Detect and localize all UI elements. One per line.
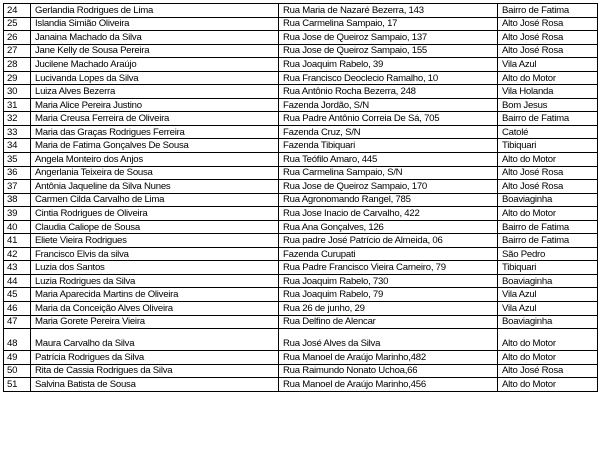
- person-name: Maria Aparecida Martins de Oliveira: [31, 288, 279, 302]
- neighborhood-cell: Vila Azul: [498, 302, 598, 316]
- table-row: [4, 85, 598, 99]
- address-cell: Rua Antônio Rocha Bezerra, 248: [279, 85, 498, 99]
- table-row: [4, 139, 598, 153]
- neighborhood-cell: Boaviaginha: [498, 315, 598, 329]
- address-cell: Rua Ana Gonçalves, 126: [279, 220, 498, 234]
- address-cell: Rua Jose de Queiroz Sampaio, 170: [279, 180, 498, 194]
- address-cell: Rua Padre Francisco Vieira Carneiro, 79: [279, 261, 498, 275]
- table-row: [4, 112, 598, 126]
- neighborhood-cell: Boaviaginha: [498, 274, 598, 288]
- row-number: 31: [4, 98, 31, 112]
- row-number: 36: [4, 166, 31, 180]
- table-row: [4, 125, 598, 139]
- row-number: 26: [4, 31, 31, 45]
- neighborhood-cell: Tibiquari: [498, 261, 598, 275]
- neighborhood-cell: Catolé: [498, 125, 598, 139]
- person-name: Francisco Elvis da silva: [31, 247, 279, 261]
- person-name: Maria Gorete Pereira Vieira: [31, 315, 279, 329]
- row-number: 30: [4, 85, 31, 99]
- person-name: Maria da Conceição Alves Oliveira: [31, 302, 279, 316]
- person-name: Claudia Caliope de Sousa: [31, 220, 279, 234]
- table-row: [4, 17, 598, 31]
- person-name: Rita de Cassia Rodrigues da Silva: [31, 364, 279, 378]
- address-cell: Rua Manoel de Araújo Marinho,482: [279, 351, 498, 365]
- row-number: 32: [4, 112, 31, 126]
- neighborhood-cell: Vila Holanda: [498, 85, 598, 99]
- neighborhood-cell: Bairro de Fatima: [498, 112, 598, 126]
- table-row: [4, 193, 598, 207]
- person-name: Gerlandia Rodrigues de Lima: [31, 4, 279, 18]
- neighborhood-cell: Alto José Rosa: [498, 17, 598, 31]
- row-number: 37: [4, 180, 31, 194]
- address-cell: Rua Carmelina Sampaio, S/N: [279, 166, 498, 180]
- neighborhood-cell: Alto José Rosa: [498, 180, 598, 194]
- person-name: Angerlania Teixeira de Sousa: [31, 166, 279, 180]
- row-number: 38: [4, 193, 31, 207]
- neighborhood-cell: Tibiquari: [498, 139, 598, 153]
- person-name: Luzia dos Santos: [31, 261, 279, 275]
- address-cell: Rua padre José Patrício de Almeida, 06: [279, 234, 498, 248]
- address-cell: Rua Francisco Deoclecio Ramalho, 10: [279, 71, 498, 85]
- person-name: Maura Carvalho da Silva: [31, 329, 279, 351]
- document-page: [3, 3, 597, 392]
- address-cell: Rua Joaquim Rabelo, 79: [279, 288, 498, 302]
- table-row: [4, 98, 598, 112]
- person-name: Janaina Machado da Silva: [31, 31, 279, 45]
- table-row: [4, 274, 598, 288]
- address-cell: Rua Agronomando Rangel, 785: [279, 193, 498, 207]
- table-row: [4, 315, 598, 329]
- person-name: Cintia Rodrigues de Oliveira: [31, 207, 279, 221]
- address-cell: Rua Manoel de Araújo Marinho,456: [279, 378, 498, 392]
- address-cell: Rua Delfino de Alencar: [279, 315, 498, 329]
- person-name: Luiza Alves Bezerra: [31, 85, 279, 99]
- table-row: [4, 207, 598, 221]
- table-row: [4, 220, 598, 234]
- row-number: 47: [4, 315, 31, 329]
- row-number: 35: [4, 153, 31, 167]
- person-name: Maria Creusa Ferreira de Oliveira: [31, 112, 279, 126]
- neighborhood-cell: Alto do Motor: [498, 71, 598, 85]
- address-cell: Rua Joaquim Rabelo, 730: [279, 274, 498, 288]
- neighborhood-cell: Alto do Motor: [498, 351, 598, 365]
- address-cell: Rua Raimundo Nonato Uchoa,66: [279, 364, 498, 378]
- row-number: 44: [4, 274, 31, 288]
- row-number: 43: [4, 261, 31, 275]
- person-name: Salvina Batista de Sousa: [31, 378, 279, 392]
- address-cell: Rua José Alves da Silva: [279, 329, 498, 351]
- neighborhood-cell: Boaviaginha: [498, 193, 598, 207]
- table-row: [4, 4, 598, 18]
- neighborhood-cell: Vila Azul: [498, 58, 598, 72]
- neighborhood-cell: Vila Azul: [498, 288, 598, 302]
- address-cell: Rua Maria de Nazaré Bezerra, 143: [279, 4, 498, 18]
- address-cell: Fazenda Jordão, S/N: [279, 98, 498, 112]
- neighborhood-cell: Bairro de Fatima: [498, 220, 598, 234]
- address-cell: Rua Carmelina Sampaio, 17: [279, 17, 498, 31]
- neighborhood-cell: Bairro de Fatima: [498, 4, 598, 18]
- person-name: Jane Kelly de Sousa Pereira: [31, 44, 279, 58]
- row-number: 42: [4, 247, 31, 261]
- address-cell: Rua Jose de Queiroz Sampaio, 155: [279, 44, 498, 58]
- table-row: [4, 364, 598, 378]
- address-cell: Rua Teófilo Amaro, 445: [279, 153, 498, 167]
- person-name: Maria de Fatima Gonçalves De Sousa: [31, 139, 279, 153]
- row-number: 28: [4, 58, 31, 72]
- table-row: [4, 247, 598, 261]
- neighborhood-cell: Alto José Rosa: [498, 31, 598, 45]
- table-row: [4, 234, 598, 248]
- address-cell: Rua 26 de junho, 29: [279, 302, 498, 316]
- row-number: 45: [4, 288, 31, 302]
- table-body: [4, 4, 598, 392]
- neighborhood-cell: Alto José Rosa: [498, 166, 598, 180]
- person-name: Antônia Jaqueline da Silva Nunes: [31, 180, 279, 194]
- neighborhood-cell: Bairro de Fatima: [498, 234, 598, 248]
- neighborhood-cell: Alto do Motor: [498, 153, 598, 167]
- row-number: 25: [4, 17, 31, 31]
- person-name: Lucivanda Lopes da Silva: [31, 71, 279, 85]
- row-number: 48: [4, 329, 31, 351]
- neighborhood-cell: Alto José Rosa: [498, 364, 598, 378]
- row-number: 33: [4, 125, 31, 139]
- address-cell: Fazenda Cruz, S/N: [279, 125, 498, 139]
- person-name: Angela Monteiro dos Anjos: [31, 153, 279, 167]
- table-row: [4, 44, 598, 58]
- neighborhood-cell: Bom Jesus: [498, 98, 598, 112]
- table-row: [4, 288, 598, 302]
- row-number: 29: [4, 71, 31, 85]
- address-cell: Rua Jose Inacio de Carvalho, 422: [279, 207, 498, 221]
- table-row: [4, 31, 598, 45]
- row-number: 27: [4, 44, 31, 58]
- table-row: [4, 302, 598, 316]
- table-row: [4, 166, 598, 180]
- person-name: Luzia Rodrigues da Silva: [31, 274, 279, 288]
- beneficiary-table: [3, 3, 598, 392]
- address-cell: Rua Joaquim Rabelo, 39: [279, 58, 498, 72]
- address-cell: Rua Padre Antônio Correia De Sá, 705: [279, 112, 498, 126]
- table-row: [4, 261, 598, 275]
- person-name: Islandia Simião Oliveira: [31, 17, 279, 31]
- table-row: [4, 153, 598, 167]
- row-number: 40: [4, 220, 31, 234]
- table-row: [4, 378, 598, 392]
- person-name: Maria Alice Pereira Justino: [31, 98, 279, 112]
- neighborhood-cell: Alto do Motor: [498, 378, 598, 392]
- person-name: Maria das Graças Rodrigues Ferreira: [31, 125, 279, 139]
- table-row: [4, 180, 598, 194]
- person-name: Carmen Cilda Carvalho de Lima: [31, 193, 279, 207]
- table-row: [4, 329, 598, 351]
- neighborhood-cell: Alto do Motor: [498, 329, 598, 351]
- row-number: 39: [4, 207, 31, 221]
- table-row: [4, 58, 598, 72]
- neighborhood-cell: Alto José Rosa: [498, 44, 598, 58]
- table-row: [4, 351, 598, 365]
- address-cell: Rua Jose de Queiroz Sampaio, 137: [279, 31, 498, 45]
- row-number: 49: [4, 351, 31, 365]
- neighborhood-cell: Alto do Motor: [498, 207, 598, 221]
- person-name: Jucilene Machado Araújo: [31, 58, 279, 72]
- row-number: 46: [4, 302, 31, 316]
- address-cell: Fazenda Curupati: [279, 247, 498, 261]
- row-number: 24: [4, 4, 31, 18]
- person-name: Patrícia Rodrigues da Silva: [31, 351, 279, 365]
- row-number: 41: [4, 234, 31, 248]
- person-name: Eliete Vieira Rodrigues: [31, 234, 279, 248]
- row-number: 51: [4, 378, 31, 392]
- row-number: 50: [4, 364, 31, 378]
- address-cell: Fazenda Tibiquari: [279, 139, 498, 153]
- neighborhood-cell: São Pedro: [498, 247, 598, 261]
- row-number: 34: [4, 139, 31, 153]
- table-row: [4, 71, 598, 85]
